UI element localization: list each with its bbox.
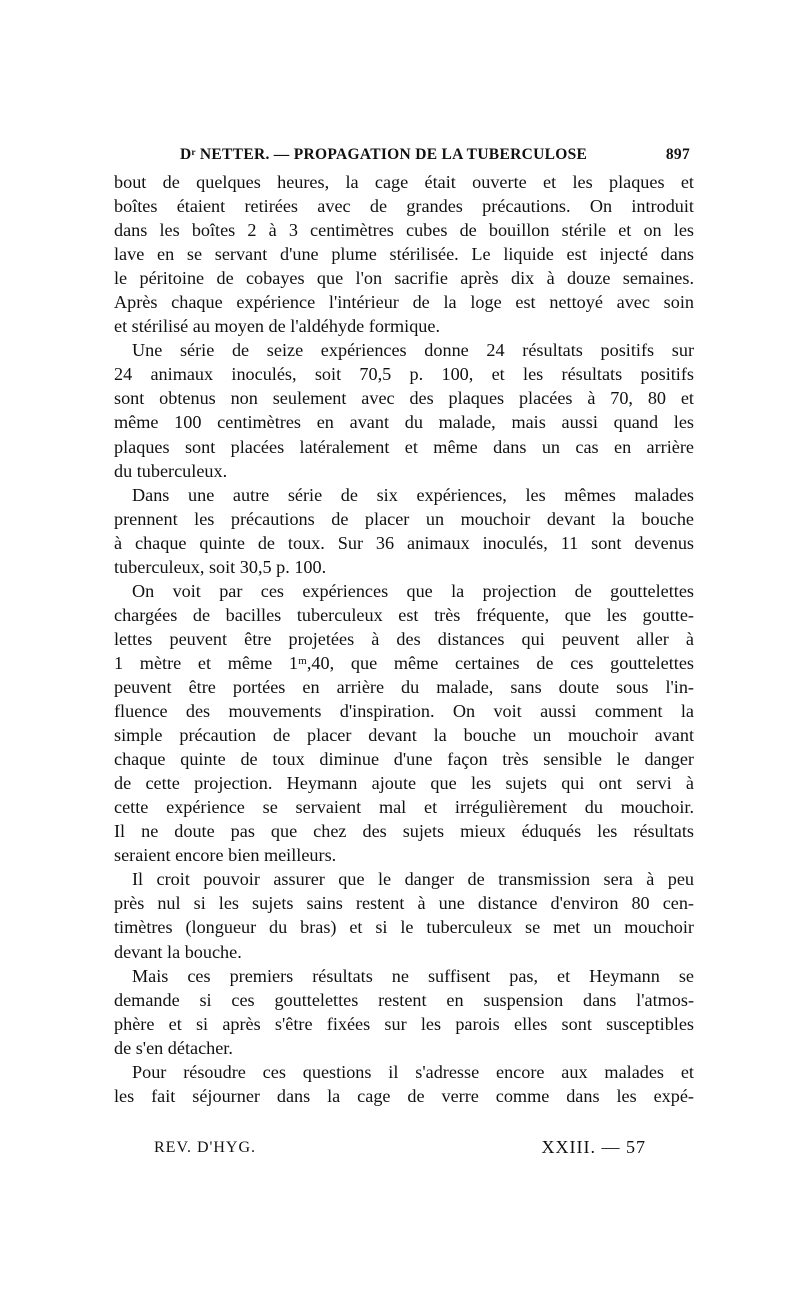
text-line: lave en se servant d'une plume stérilisée. Le liquide est injecté dans	[114, 244, 694, 265]
text-line: dans les boîtes 2 à 3 centimètres cubes de bouillon stérile et on les	[114, 220, 694, 241]
text-line: timètres (longueur du bras) et si le tuberculeux se met un mouchoir	[114, 917, 694, 938]
text-line: bout de quelques heures, la cage était ouverte et les plaques et	[114, 172, 694, 192]
body-text	[114, 170, 694, 1108]
text-line: de s'en détacher.	[114, 1037, 233, 1058]
text-line: et stérilisé au moyen de l'aldéhyde formique.	[114, 316, 440, 337]
text-line: Dans une autre série de six expériences, les mêmes malades	[132, 484, 694, 505]
page-number: 897	[665, 146, 690, 163]
text-line: cette expérience se servaient mal et irrégulièrement du mouchoir.	[114, 797, 694, 818]
text-line: tuberculeux, soit 30,5 p. 100.	[114, 556, 327, 577]
text-line: boîtes étaient retirées avec de grandes précautions. On introduit	[114, 196, 694, 217]
page-footer	[154, 1135, 654, 1165]
text-line: du tuberculeux.	[114, 460, 228, 481]
text-line: chaque quinte de toux diminue d'une façon très sensible le danger	[114, 749, 694, 770]
text-line: sont obtenus non seulement avec des plaques placées à 70, 80 et	[114, 388, 694, 409]
text-line: chargées de bacilles tuberculeux est très fréquente, que les goutte-	[114, 604, 694, 625]
text-line: près nul si les sujets sains restent à une distance d'environ 80 cen-	[114, 893, 694, 914]
text-line: seraient encore bien meilleurs.	[114, 845, 337, 866]
text-line: Il croit pouvoir assurer que le danger de transmission sera à peu	[132, 869, 694, 890]
text-line: Il ne doute pas que chez des sujets mieux éduqués les résultats	[114, 821, 694, 842]
text-line: les fait séjourner dans la cage de verre comme dans les expé-	[114, 1085, 694, 1106]
text-line: fluence des mouvements d'inspiration. On voit aussi comment la	[114, 701, 694, 722]
text-line: prennent les précautions de placer un mouchoir devant la bouche	[114, 508, 694, 529]
text-line: phère et si après s'être fixées sur les parois elles sont susceptibles	[114, 1013, 694, 1034]
text-line: peuvent être portées en arrière du malade, sans doute sous l'in-	[114, 676, 694, 697]
text-line: Pour résoudre ces questions il s'adresse encore aux malades et	[132, 1061, 694, 1082]
text-line: de cette projection. Heymann ajoute que les sujets qui ont servi à	[114, 773, 694, 794]
running-header	[174, 144, 690, 168]
sheet-number: XXIII. — 57	[541, 1137, 646, 1157]
text-line: devant la bouche.	[114, 941, 242, 962]
text-line: Mais ces premiers résultats ne suffisent pas, et Heymann se	[132, 965, 694, 986]
text-line: même 100 centimètres en avant du malade, mais aussi quand les	[114, 412, 694, 433]
text-line: On voit par ces expériences que la projection de gouttelettes	[132, 580, 694, 601]
text-line: à chaque quinte de toux. Sur 36 animaux inoculés, 11 sont devenus	[114, 532, 694, 553]
text-line: lettes peuvent être projetées à des distances qui peuvent aller à	[114, 628, 694, 649]
text-line: plaques sont placées latéralement et même dans un cas en arrière	[114, 436, 694, 457]
signature-mark: REV. D'HYG.	[154, 1139, 257, 1156]
text-line: le péritoine de cobayes que l'on sacrifie après dix à douze semaines.	[114, 268, 694, 289]
text-line: Une série de seize expériences donne 24 résultats positifs sur	[132, 340, 694, 361]
text-line: 24 animaux inoculés, soit 70,5 p. 100, et les résultats positifs	[114, 364, 694, 385]
text-line: 1 mètre et même 1ᵐ,40, que même certaines de ces gouttelettes	[114, 652, 694, 673]
text-line: demande si ces gouttelettes restent en suspension dans l'atmos-	[114, 989, 694, 1010]
text-line: simple précaution de placer devant la bouche un mouchoir avant	[114, 725, 694, 746]
running-title: Dʳ NETTER. — PROPAGATION DE LA TUBERCULOSE	[180, 146, 588, 163]
text-line: Après chaque expérience l'intérieur de la loge est nettoyé avec soin	[114, 292, 694, 313]
